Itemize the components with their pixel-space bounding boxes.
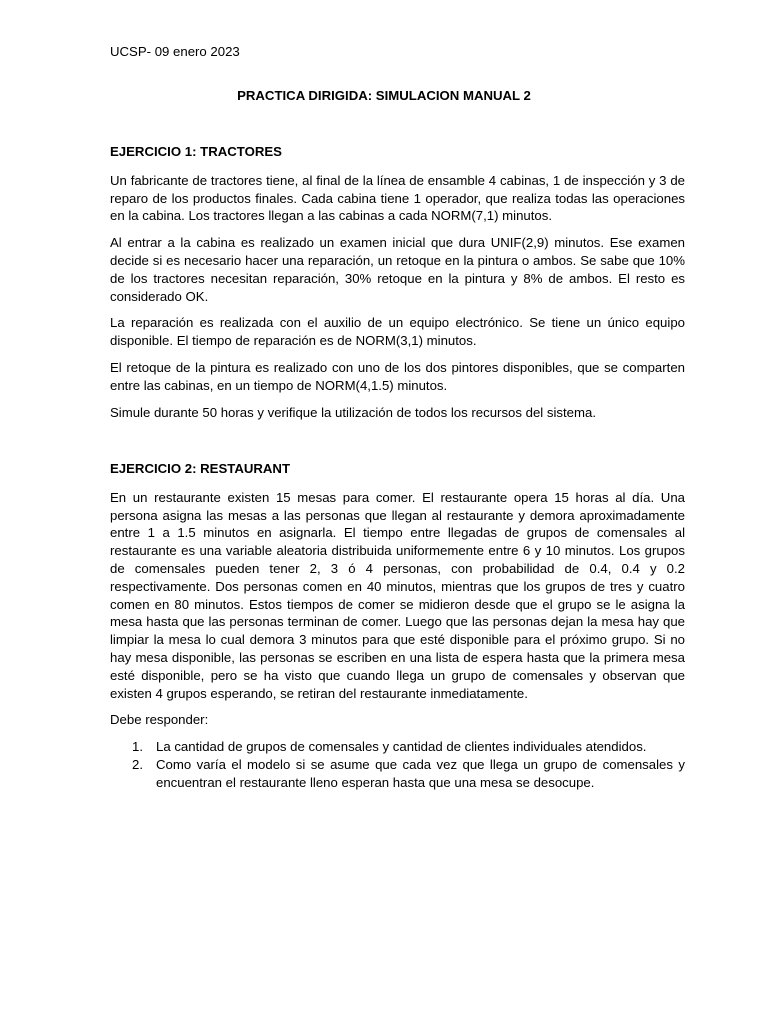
list-item-number: 1.	[132, 739, 143, 755]
list-item	[110, 756, 685, 792]
ejercicio-1-paragraph: Al entrar a la cabina es realizado un examen inicial que dura UNIF(2,9) minutos. Ese examen decide si es necesario hacer una reparación, un retoque en la pintura o ambos. Se sabe que 10% de los tractores necesitan reparación, 30% retoque en la pintura y 8% de ambos. El resto es considerado OK.	[110, 235, 685, 304]
ejercicio-2-heading: EJERCICIO 2: RESTAURANT	[110, 461, 291, 476]
list-item-text: Como varía el modelo si se asume que cada vez que llega un grupo de comensales y encuentran el restaurante lleno esperan hasta que una mesa se desocupe.	[156, 756, 685, 790]
ejercicio-1-heading: EJERCICIO 1: TRACTORES	[110, 144, 282, 159]
ejercicio-1-paragraph: El retoque de la pintura es realizado con uno de los dos pintores disponibles, que se comparten entre las cabinas, en un tiempo de NORM(4,1.5) minutos.	[110, 359, 685, 393]
document-title: PRACTICA DIRIGIDA: SIMULACION MANUAL 2	[237, 88, 531, 103]
ejercicio-2-section	[110, 460, 685, 792]
ejercicio-2-prompt: Debe responder:	[110, 712, 209, 728]
list-item	[110, 738, 685, 756]
ejercicio-1-paragraph: La reparación es realizada con el auxilio de un equipo electrónico. Se tiene un único equipo disponible. El tiempo de reparación es de NORM(3,1) minutos.	[110, 315, 685, 349]
questions-list	[110, 738, 685, 791]
ejercicio-1-paragraph: Simule durante 50 horas y verifique la utilización de todos los recursos del sistema.	[110, 404, 596, 420]
ejercicio-1-paragraph: Un fabricante de tractores tiene, al final de la línea de ensamble 4 cabinas, 1 de inspección y 3 de reparo de los productos finales. Cada cabina tiene 1 operador, que realiza todas las operaciones en la cabina. Los tractores llegan a las cabinas a cada NORM(7,1) minutos.	[110, 172, 685, 224]
header-institution-date: UCSP- 09 enero 2023	[110, 44, 240, 59]
ejercicio-2-paragraph: En un restaurante existen 15 mesas para comer. El restaurante opera 15 horas al día. Una persona asigna las mesas a las personas que llegan al restaurante y demora aproximadamente entre 1 a 1.5 minutos en asignarla. El tiempo entre llegadas de grupos de comensales al restaurante es una variable aleatoria distribuida uniformemente entre 6 y 10 minutos. Los grupos de comensales pueden tener 2, 3 ó 4 personas, con probabilidad de 0.4, 0.4 y 0.2 respectivamente. Dos personas comen en 40 minutos, mientras que los grupos de tres y cuatro comen en 80 minutos. Estos tiempos de comer se midieron desde que el grupo se le asigna la mesa hasta que las personas terminan de comer. Luego que las personas dejan la mesa hay que limpiar la mesa lo cual demora 3 minutos para que esté disponible para el próximo grupo. Si no hay mesa disponible, las personas se escriben en una lista de espera hasta que la primera mesa esté disponible, pero se ha visto que cuando llega un grupo de comensales y observan que existen 4 grupos esperando, se retiran del restaurante inmediatamente.	[110, 489, 685, 701]
list-item-number: 2.	[132, 756, 143, 772]
ejercicio-1-section	[110, 143, 685, 421]
list-item-text: La cantidad de grupos de comensales y cantidad de clientes individuales atendidos.	[156, 739, 647, 755]
